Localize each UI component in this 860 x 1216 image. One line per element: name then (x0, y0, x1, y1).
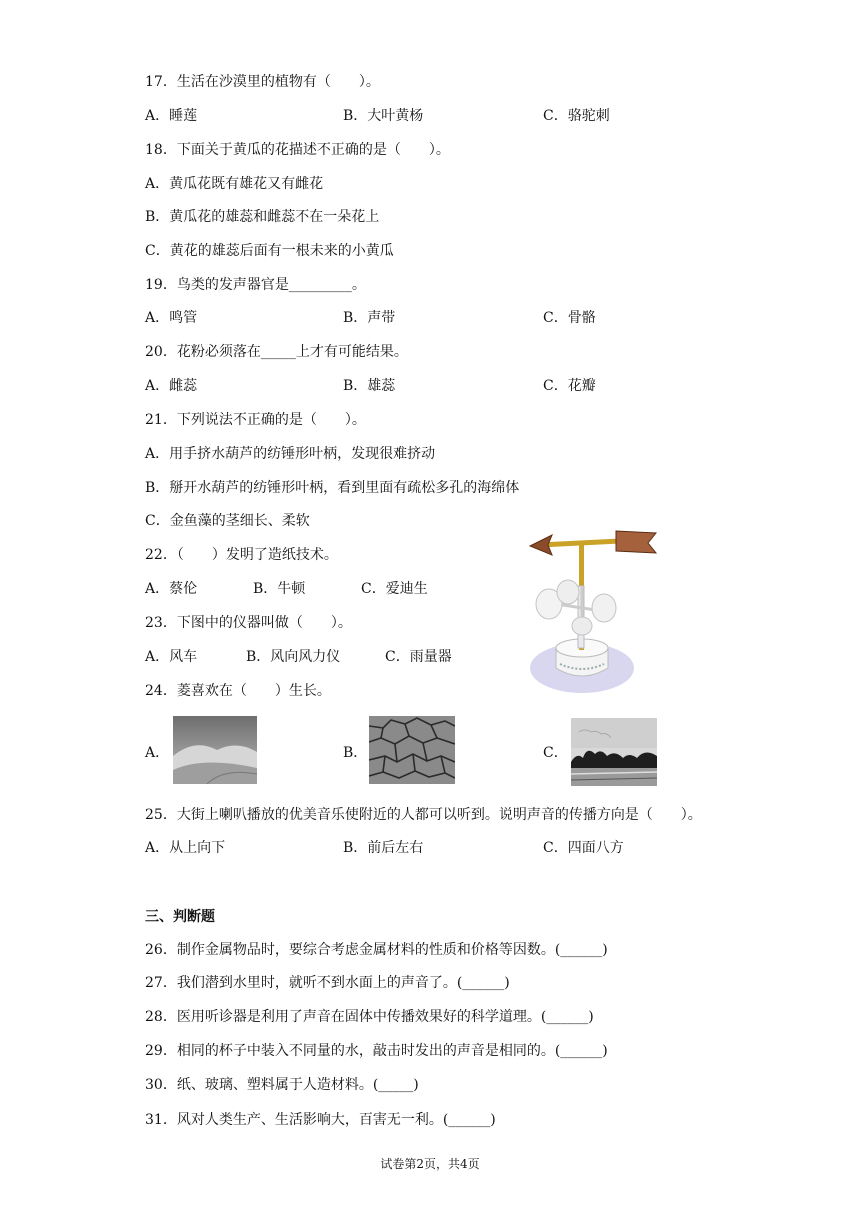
q20-option-c[interactable]: C．花瓣 (543, 378, 596, 394)
q22-stem: 22．（ ）发明了造纸技术。 (145, 547, 338, 563)
judge-item-26[interactable]: 26．制作金属物品时，要综合考虑金属材料的性质和价格等因数。(______) (145, 942, 608, 958)
q19-option-c[interactable]: C．骨骼 (543, 310, 596, 326)
q21-option-c[interactable]: C．金鱼藻的茎细长、柔软 (145, 513, 310, 529)
wind-vane-instrument-image (520, 528, 662, 696)
lake-shore-image[interactable] (571, 718, 657, 786)
q23-option-c[interactable]: C．雨量器 (385, 649, 452, 665)
q24-option-b[interactable]: B． (343, 745, 368, 761)
q23-option-b[interactable]: B．风向风力仪 (246, 649, 341, 665)
q20-option-b[interactable]: B．雄蕊 (343, 378, 396, 394)
q22-option-c[interactable]: C．爱迪生 (361, 581, 428, 597)
q21-option-b[interactable]: B．掰开水葫芦的纺锤形叶柄，看到里面有疏松多孔的海绵体 (145, 480, 520, 496)
judge-item-29[interactable]: 29．相同的杯子中装入不同量的水，敲击时发出的声音是相同的。(______) (145, 1043, 608, 1059)
q17-option-a[interactable]: A．睡莲 (145, 108, 198, 124)
q22-option-a[interactable]: A．蔡伦 (145, 581, 198, 597)
judge-item-30[interactable]: 30．纸、玻璃、塑料属于人造材料。(_____) (145, 1077, 419, 1093)
q23-stem: 23．下图中的仪器叫做（ ）。 (145, 615, 352, 631)
desert-dunes-image[interactable] (173, 716, 257, 784)
q20-stem: 20．花粉必须落在_____上才有可能结果。 (145, 344, 408, 360)
cracked-earth-image[interactable] (369, 716, 455, 784)
q18-option-c[interactable]: C．黄花的雄蕊后面有一根未来的小黄瓜 (145, 243, 394, 259)
q18-option-a[interactable]: A．黄瓜花既有雄花又有雌花 (145, 176, 324, 192)
q21-option-a[interactable]: A．用手挤水葫芦的纺锤形叶柄，发现很难挤动 (145, 446, 436, 462)
q23-option-a[interactable]: A．风车 (145, 649, 198, 665)
q19-stem: 19．鸟类的发声器官是_________。 (145, 277, 366, 293)
q17-option-c[interactable]: C．骆驼刺 (543, 108, 610, 124)
q24-option-a[interactable]: A． (145, 745, 170, 761)
q18-stem: 18．下面关于黄瓜的花描述不正确的是（ ）。 (145, 142, 450, 158)
q18-option-b[interactable]: B．黄瓜花的雄蕊和雌蕊不在一朵花上 (145, 209, 380, 225)
section-title: 三、判断题 (145, 909, 215, 925)
judge-item-28[interactable]: 28．医用听诊器是利用了声音在固体中传播效果好的科学道理。(______) (145, 1009, 594, 1025)
q22-option-b[interactable]: B．牛顿 (253, 581, 306, 597)
q25-option-a[interactable]: A．从上向下 (145, 840, 226, 856)
judge-item-31[interactable]: 31．风对人类生产、生活影响大，百害无一利。(______) (145, 1112, 496, 1128)
q25-stem: 25．大街上喇叭播放的优美音乐使附近的人都可以听到。说明声音的传播方向是（ ）。 (145, 807, 702, 823)
q19-option-b[interactable]: B．声带 (343, 310, 396, 326)
q17-stem: 17．生活在沙漠里的植物有（ ）。 (145, 74, 380, 90)
judge-item-27[interactable]: 27．我们潜到水里时，就听不到水面上的声音了。(______) (145, 975, 510, 991)
q20-option-a[interactable]: A．雌蕊 (145, 378, 198, 394)
q25-option-c[interactable]: C．四面八方 (543, 840, 624, 856)
q17-option-b[interactable]: B．大叶黄杨 (343, 108, 424, 124)
q24-stem: 24．菱喜欢在（ ）生长。 (145, 683, 331, 699)
q25-option-b[interactable]: B．前后左右 (343, 840, 424, 856)
q19-option-a[interactable]: A．鸣管 (145, 310, 198, 326)
page-footer: 试卷第2页，共4页 (380, 1157, 480, 1171)
q24-option-c[interactable]: C． (543, 745, 568, 761)
q21-stem: 21．下列说法不正确的是（ ）。 (145, 412, 366, 428)
